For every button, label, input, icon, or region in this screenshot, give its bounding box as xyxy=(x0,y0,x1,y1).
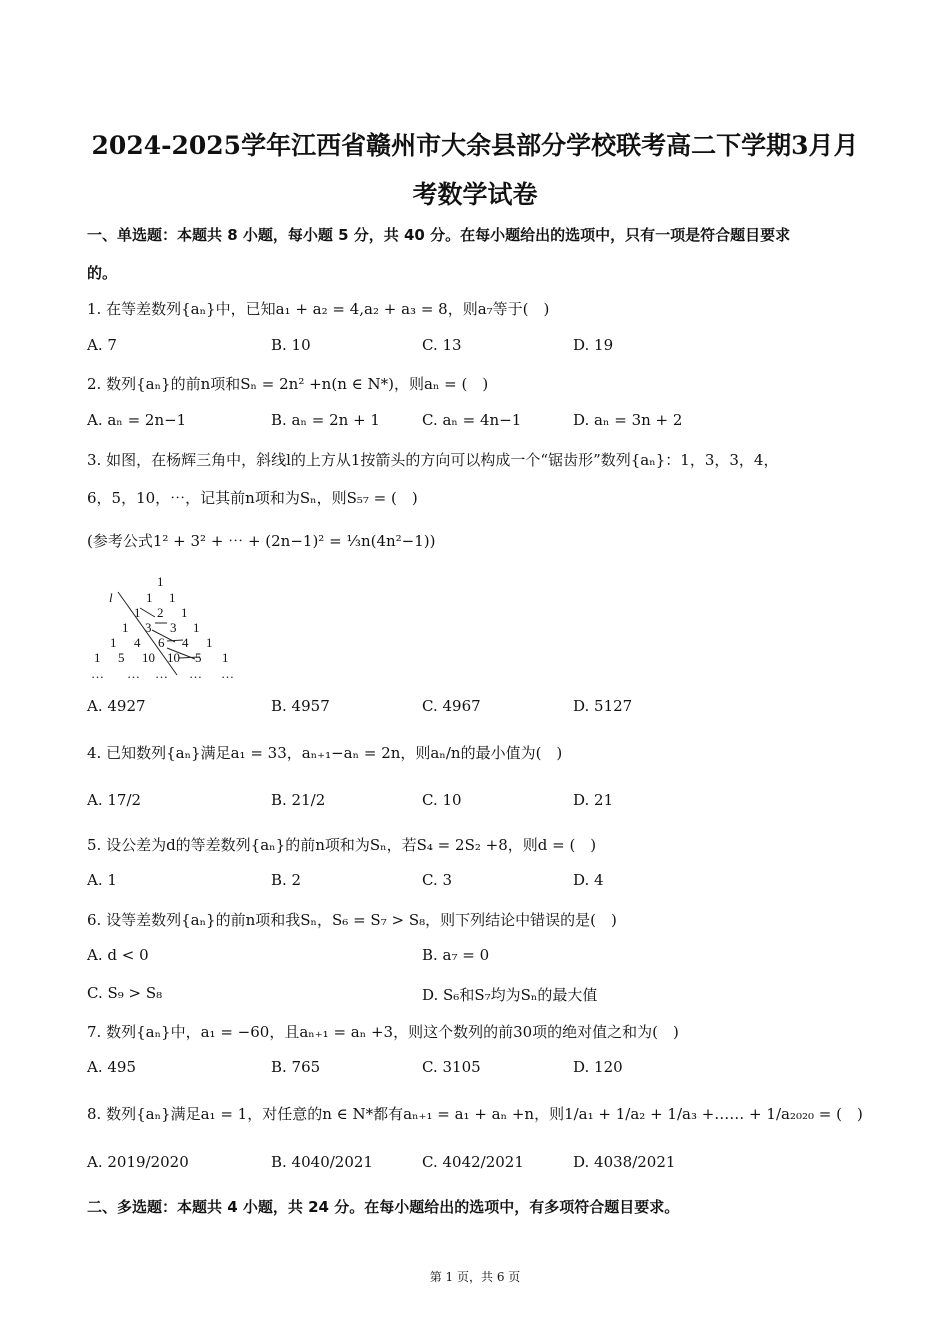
q6-option-c: C. S₉ > S₈ xyxy=(87,984,163,1002)
question-6: 6. 设等差数列{aₙ}的前n项和我Sₙ，S₆ = S₇ > S₈，则下列结论中错误的是( ) xyxy=(87,911,617,929)
triangle-cell: 1 xyxy=(193,620,200,635)
question-4: 4. 已知数列{aₙ}满足a₁ = 33，aₙ₊₁−aₙ = 2n，则aₙ/n的最小值为( ) xyxy=(87,744,563,762)
section-2-heading: 二、多选题：本题共 4 小题，共 24 分。在每小题给出的选项中，有多项符合题目要求。 xyxy=(87,1198,680,1216)
q1-option-c: C. 13 xyxy=(422,336,462,354)
q1-option-a: A. 7 xyxy=(87,336,117,354)
triangle-ellipsis: … xyxy=(221,666,234,681)
q2-option-c: C. aₙ = 4n−1 xyxy=(422,411,522,429)
triangle-cell: 10 xyxy=(142,650,155,665)
triangle-cell: 1 xyxy=(206,635,213,650)
q3-option-b: B. 4957 xyxy=(271,697,330,715)
triangle-cell: 10 xyxy=(167,650,180,665)
question-1: 1. 在等差数列{aₙ}中，已知a₁ + a₂ = 4,a₂ + a₃ = 8，则a₇等于( ) xyxy=(87,300,550,318)
question-3-line-1: 3. 如图，在杨辉三角中，斜线l的上方从1按箭头的方向可以构成一个“锯齿形”数列{aₙ}：1，3，3，4， xyxy=(87,451,779,469)
q5-option-a: A. 1 xyxy=(87,871,117,889)
triangle-cell: 1 xyxy=(146,590,153,605)
page-footer: 第 1 页，共 6 页 xyxy=(429,1270,521,1284)
q3-option-d: D. 5127 xyxy=(573,697,633,715)
q1-option-d: D. 19 xyxy=(573,336,614,354)
triangle-ellipsis: … xyxy=(91,666,104,681)
triangle-cell: 2 xyxy=(157,605,164,620)
triangle-cell: 1 xyxy=(122,620,129,635)
q2-option-a: A. aₙ = 2n−1 xyxy=(87,411,187,429)
q2-option-b: B. aₙ = 2n + 1 xyxy=(271,411,380,429)
q3-option-a: A. 4927 xyxy=(87,697,146,715)
q4-option-b: B. 21/2 xyxy=(271,791,326,809)
question-3-line-2: 6，5，10，⋯，记其前n项和为Sₙ，则S₅₇ = ( ) xyxy=(87,489,418,507)
arrow-1 xyxy=(140,608,155,617)
triangle-cell: 6 xyxy=(158,635,165,650)
q4-option-c: C. 10 xyxy=(422,791,462,809)
q5-option-c: C. 3 xyxy=(422,871,453,889)
triangle-ellipsis: … xyxy=(127,666,140,681)
q7-option-a: A. 495 xyxy=(87,1058,136,1076)
triangle-cell: 3 xyxy=(145,620,152,635)
pascal-triangle-figure xyxy=(85,570,245,685)
q7-option-b: B. 765 xyxy=(271,1058,321,1076)
section-1-heading: 一、单选题：本题共 8 小题，每小题 5 分，共 40 分。在每小题给出的选项中，只有一项是符合题目要求 xyxy=(87,226,791,244)
section-1-heading-cont: 的。 xyxy=(87,264,118,282)
q7-option-c: C. 3105 xyxy=(422,1058,481,1076)
triangle-cell: 5 xyxy=(118,650,125,665)
q7-option-d: D. 120 xyxy=(573,1058,623,1076)
triangle-cell: 5 xyxy=(195,650,202,665)
question-3-hint: (参考公式1² + 3² + ⋯ + (2n−1)² = ⅓n(4n²−1)) xyxy=(87,532,436,550)
q8-option-b: B. 4040/2021 xyxy=(271,1153,373,1171)
triangle-cell: 1 xyxy=(181,605,188,620)
triangle-cell: 3 xyxy=(170,620,177,635)
q3-option-c: C. 4967 xyxy=(422,697,481,715)
triangle-ellipsis: … xyxy=(155,666,168,681)
triangle-ellipsis: … xyxy=(189,666,202,681)
q4-option-a: A. 17/2 xyxy=(87,791,142,809)
triangle-cell: 1 xyxy=(169,590,176,605)
triangle-cell: 1 xyxy=(222,650,229,665)
question-7: 7. 数列{aₙ}中，a₁ = −60，且aₙ₊₁ = aₙ +3，则这个数列的前30项的绝对值之和为( ) xyxy=(87,1023,679,1041)
title-line-1: 2024-2025学年江西省赣州市大余县部分学校联考高二下学期3月月 xyxy=(91,131,859,160)
q6-option-b: B. a₇ = 0 xyxy=(422,946,490,964)
triangle-cell: 1 xyxy=(157,574,164,589)
question-5: 5. 设公差为d的等差数列{aₙ}的前n项和为Sₙ，若S₄ = 2S₂ +8，则d = ( ) xyxy=(87,836,597,854)
triangle-cell: 1 xyxy=(134,605,141,620)
q1-option-b: B. 10 xyxy=(271,336,311,354)
triangle-cell: 1 xyxy=(94,650,101,665)
triangle-cell: 1 xyxy=(110,635,117,650)
arrow-4 xyxy=(167,640,183,641)
q6-option-d: D. S₆和S₇均为Sₙ的最大值 xyxy=(422,986,598,1004)
triangle-cell: 4 xyxy=(134,635,141,650)
q2-option-d: D. aₙ = 3n + 2 xyxy=(573,411,683,429)
q8-option-d: D. 4038/2021 xyxy=(573,1153,676,1171)
title-line-2: 考数学试卷 xyxy=(412,180,538,209)
q4-option-d: D. 21 xyxy=(573,791,614,809)
q8-option-c: C. 4042/2021 xyxy=(422,1153,524,1171)
triangle-cell: 4 xyxy=(182,635,189,650)
q8-option-a: A. 2019/2020 xyxy=(87,1153,189,1171)
q6-option-a: A. d < 0 xyxy=(87,946,149,964)
q5-option-d: D. 4 xyxy=(573,871,604,889)
question-8: 8. 数列{aₙ}满足a₁ = 1，对任意的n ∈ N*都有aₙ₊₁ = a₁ + aₙ +n，则1/a₁ + 1/a₂ + 1/a₃ +…… + 1/a₂₀₂₀ = ( ) xyxy=(87,1105,863,1123)
triangle-label-l: l xyxy=(109,590,113,605)
question-2: 2. 数列{aₙ}的前n项和Sₙ = 2n² +n(n ∈ N*)，则aₙ = ( ) xyxy=(87,375,489,393)
q5-option-b: B. 2 xyxy=(271,871,302,889)
